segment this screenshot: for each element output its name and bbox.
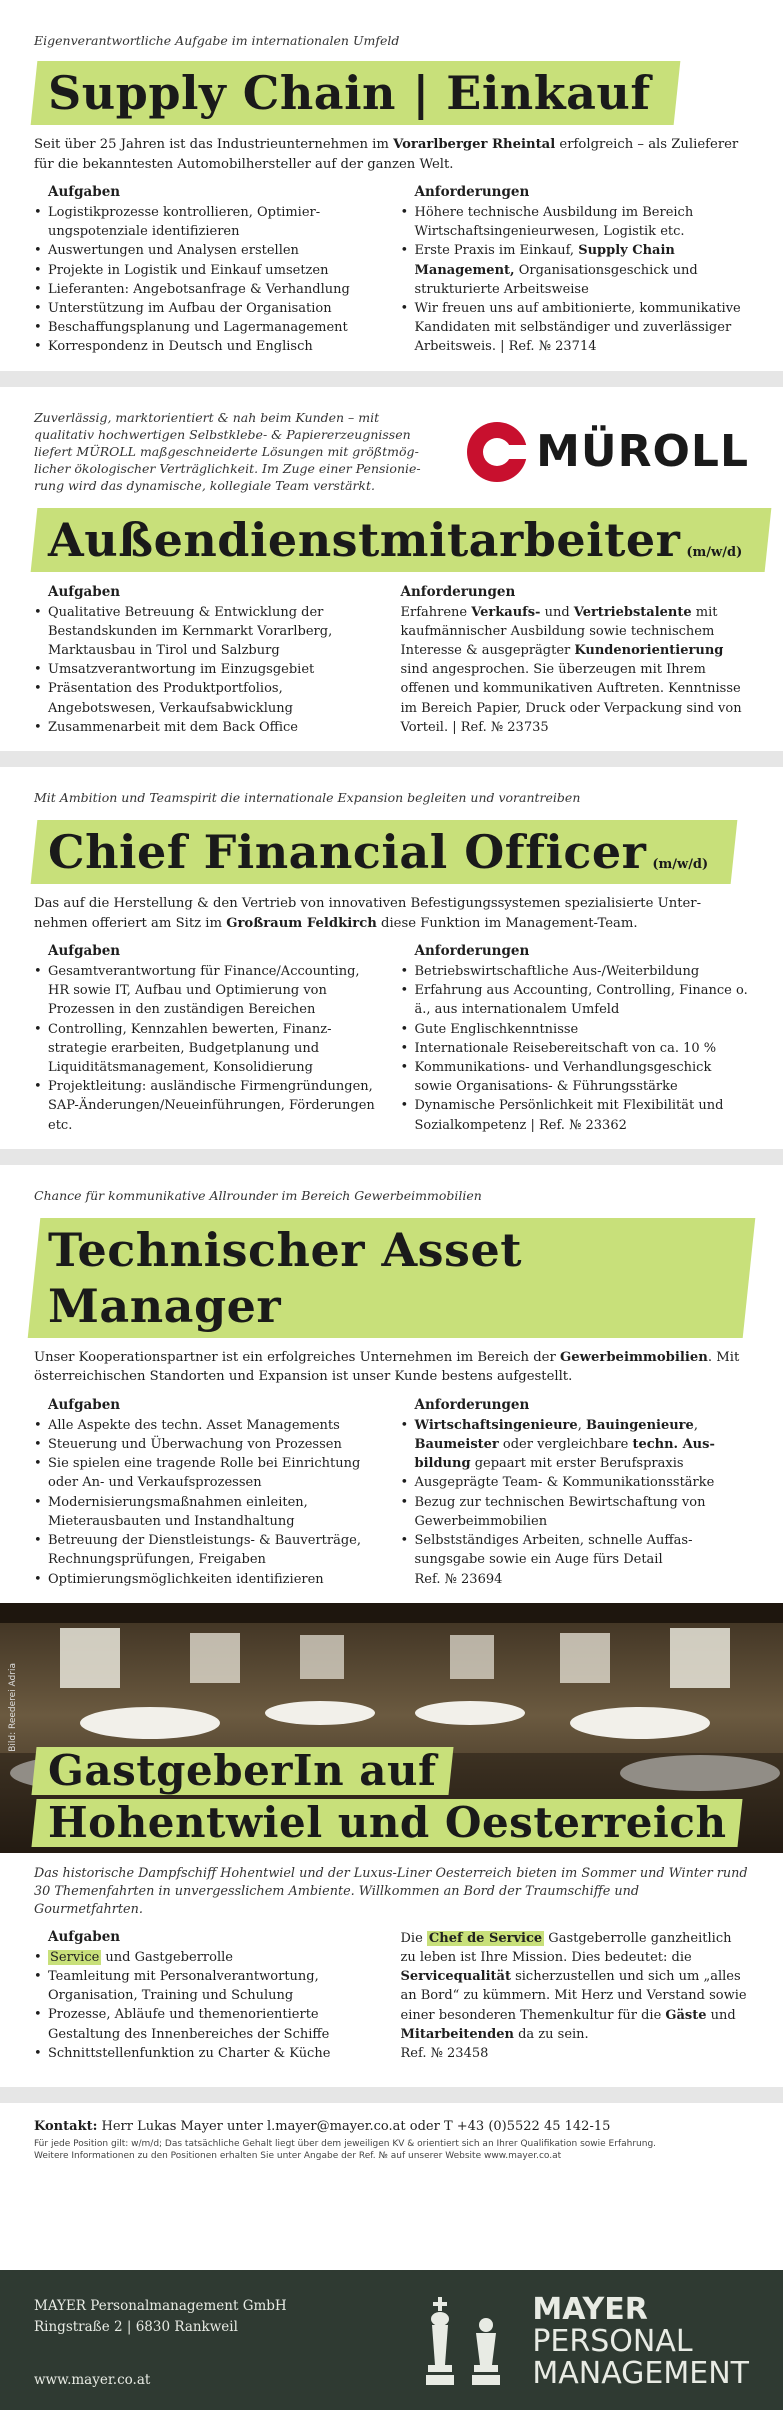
job-title: Technischer Asset Manager [48, 1222, 522, 1333]
tasks-column [34, 584, 383, 737]
job-tagline: Zuverlässig, marktorientiert & nah beim Kunden – mit qualitativ hochwertigen Selbstklebe- & Papiererzeugnissen liefert MÜROLL maßgeschneiderte Lösungen mit größtmöglicher ökologischer Verträglichkeit. Im Zuge einer Pensionierung wird das dynamische, kollegiale Team verstärkt. [34, 409, 421, 493]
requirements-column [401, 1929, 750, 2063]
muroll-logo [464, 419, 749, 485]
list-item: • Controlling, Kennzahlen bewerten, Finanzstrategie erarbeiten, Budgetplanung und Liquiditätsmanagement, Konsolidierung [34, 1020, 383, 1078]
requirements-column [401, 584, 750, 737]
job-columns [34, 584, 749, 737]
list-item: • Präsentation des Produktportfolios, Angebotswesen, Verkaufsabwicklung [34, 679, 383, 717]
job-title: Chief Financial Officer [48, 825, 647, 880]
list-item: • Auswertungen und Analysen erstellen [34, 241, 383, 260]
job-intro: Das auf die Herstellung & den Vertrieb von innovativen Befestigungssystemen spezialisierte Unternehmen offeriert am Sitz im Großraum Feldkirch diese Funktion im Management-Team. [34, 896, 702, 931]
requirements-heading: Anforderungen [414, 943, 530, 960]
tasks-list [34, 1948, 383, 2063]
tasks-list [34, 1416, 383, 1589]
requirements-column [401, 1397, 750, 1589]
list-item: • Unterstützung im Aufbau der Organisation [34, 299, 383, 318]
list-item: • Teamleitung mit Personalverantwortung, Organisation, Training und Schulung [34, 1967, 383, 2005]
ship-dining-photo [0, 1603, 783, 1853]
reference-number: Ref. № 23458 [400, 2045, 489, 2061]
job-title-line1: GastgeberIn auf [48, 1745, 437, 1795]
requirements-heading: Anforderungen [414, 1396, 530, 1413]
job-columns [34, 1397, 749, 1589]
list-item: • Alle Aspekte des techn. Asset Managements [34, 1416, 383, 1435]
list-item: • Qualitative Betreuung & Entwicklung der Bestandskunden im Kernmarkt Vorarlberg, Marktausbau in Tirol und Salzburg [34, 603, 383, 661]
tasks-column [34, 1397, 383, 1589]
tasks-list [34, 962, 383, 1135]
tasks-list [34, 603, 383, 737]
list-item: • Optimierungsmöglichkeiten identifizieren [34, 1570, 383, 1589]
job-title-band [28, 1218, 756, 1338]
list-item: • Zusammenarbeit mit dem Back Office [34, 718, 383, 737]
job-asset-manager [0, 1165, 783, 1603]
job-title: Supply Chain | Einkauf [48, 66, 651, 120]
job-title-band [31, 1747, 453, 1795]
tasks-heading: Aufgaben [48, 184, 121, 200]
list-item: • Logistikprozesse kontrollieren, Optimierungspotenziale identifizieren [34, 203, 383, 241]
job-cfo [0, 767, 783, 1149]
contact-line: Kontakt: Herr Lukas Mayer unter l.mayer@mayer.co.at oder T +43 (0)5522 45 142-15 [34, 2119, 611, 2135]
list-item: • Beschaffungsplanung und Lagermanagement [34, 318, 383, 337]
list-item: • Erfahrung aus Accounting, Controlling, Finance o. ä., aus internationalem Umfeld [401, 981, 750, 1019]
list-item: • Service und Gastgeberrolle [34, 1948, 383, 1967]
muroll-logo-icon [464, 419, 530, 485]
section-divider [0, 751, 783, 767]
job-gastgeber [0, 1853, 783, 2077]
list-item: • Wirtschaftsingenieure, Bauingenieure, Baumeister oder vergleichbare techn. Ausbildung gepaart mit erster Berufspraxis [401, 1416, 750, 1474]
section-divider [0, 2087, 783, 2103]
contact-section [0, 2103, 783, 2170]
muroll-logo-text: MÜROLL [536, 426, 749, 478]
footer [0, 2270, 783, 2410]
list-item: • Betriebswirtschaftliche Aus-/Weiterbildung [401, 962, 750, 981]
list-item: • Wir freuen uns auf ambitionierte, kommunikative Kandidaten mit selbständiger und zuverlässiger Arbeitsweis. | Ref. № 23714 [401, 299, 750, 357]
job-title-suffix: (m/w/d) [686, 544, 743, 560]
job-tagline: Chance für kommunikative Allrounder im Bereich Gewerbeimmobilien [34, 1187, 482, 1203]
tasks-column [34, 1929, 383, 2063]
job-header-row [34, 409, 749, 494]
tasks-list [34, 203, 383, 357]
tasks-heading: Aufgaben [48, 583, 121, 600]
job-columns [34, 943, 749, 1135]
list-item: • Prozesse, Abläufe und themenorientierte Gestaltung des Innenbereiches der Schiffe [34, 2005, 383, 2043]
list-item: • Steuerung und Überwachung von Prozessen [34, 1435, 383, 1454]
requirements-column [401, 943, 750, 1135]
company-name: MAYER Personalmanagement GmbH [34, 2298, 287, 2314]
requirements-text: Die Chef de Service Gastgeberrolle ganzheitlich zu leben ist Ihre Mission. Dies bedeutet: die Servicequalität sicherzustellen und sich um „alles an Bord“ zu kümmern. Mit Herz und Verstand sowie einer besonderen Themenkultur für die Gäste und Mitarbeitenden da zu sein. [400, 1930, 747, 2042]
requirements-list [401, 203, 750, 357]
tasks-column [34, 184, 383, 357]
mayer-logo-text: MAYER PERSONAL MANAGEMENT [532, 2292, 749, 2391]
list-item: • Projekte in Logistik und Einkauf umsetzen [34, 261, 383, 280]
list-item: • Erste Praxis im Einkauf, Supply Chain Management, Organisationsgeschick und strukturierte Arbeitsweise [401, 241, 750, 299]
job-intro: Das historische Dampfschiff Hohentwiel und der Luxus-Liner Oesterreich bieten im Sommer und Winter rund 30 Themenfahrten in unvergesslichem Ambiente. Willkommen an Bord der Traumschiffe und Gourmetfahrten. [34, 1865, 748, 1917]
job-columns [34, 1929, 749, 2063]
job-tagline: Mit Ambition und Teamspirit die internationale Expansion begleiten und vorantreiben [34, 790, 581, 806]
job-title: Außendienstmitarbeiter [48, 512, 681, 567]
job-supply-chain [0, 0, 783, 371]
reference-number: Ref. № 23694 [414, 1571, 503, 1587]
photo-credit: Bild: Reederei Adria [8, 1662, 18, 1752]
job-intro: Unser Kooperationspartner ist ein erfolgreiches Unternehmen im Bereich der Gewerbeimmobilien. Mit österreichischen Standorten und Expansion ist unser Kunde bestens aufgestellt. [34, 1349, 740, 1385]
job-title-band [31, 1799, 743, 1847]
list-item: • Korrespondenz in Deutsch und Englisch [34, 337, 383, 356]
list-item: • Höhere technische Ausbildung im Bereich Wirtschaftsingenieurwesen, Logistik etc. [401, 203, 750, 241]
fine-print: Für jede Position gilt: w/m/d; Das tatsächliche Gehalt liegt über dem jeweiligen KV & orientiert sich an Ihrer Qualifikation sowie Erfahrung. Weitere Informationen zu den Positionen erhalten Sie unter Angabe der Ref. № auf unserer Website www.mayer.co.at [34, 2139, 657, 2162]
job-title-band [31, 820, 738, 884]
job-tagline: Eigenverantwortliche Aufgabe im internationalen Umfeld [34, 33, 400, 48]
address-line: Ringstraße 2 | 6830 Rankweil [34, 2319, 238, 2335]
section-divider [0, 371, 783, 387]
requirements-heading: Anforderungen [400, 583, 516, 600]
tasks-heading: Aufgaben [48, 943, 121, 960]
job-title-suffix: (m/w/d) [652, 857, 709, 873]
requirements-list [401, 1416, 750, 1570]
list-item: • Schnittstellenfunktion zu Charter & Küche [34, 2044, 383, 2063]
mayer-logo [424, 2294, 749, 2390]
list-item: • Internationale Reisebereitschaft von ca. 10 % [401, 1039, 750, 1058]
job-title-band [31, 508, 772, 572]
job-title-line2: Hohentwiel und Oesterreich [48, 1797, 727, 1847]
chess-pieces-icon [424, 2295, 514, 2390]
job-title-block [34, 1747, 740, 1847]
list-item: • Kommunikations- und Verhandlungsgeschick sowie Organisations- & Führungsstärke [401, 1058, 750, 1096]
requirements-list [401, 962, 750, 1135]
job-intro: Seit über 25 Jahren ist das Industrieunternehmen im Vorarlberger Rheintal erfolgreich – als Zulieferer für die bekanntesten Automobilhersteller auf der ganzen Welt. [34, 137, 739, 172]
website-link[interactable]: www.mayer.co.at [34, 2372, 151, 2388]
tasks-heading: Aufgaben [48, 1396, 121, 1413]
list-item: • Betreuung der Dienstleistungs- & Bauverträge, Rechnungsprüfungen, Freigaben [34, 1531, 383, 1569]
requirements-column [401, 184, 750, 357]
list-item: • Gute Englischkenntnisse [401, 1020, 750, 1039]
tasks-heading: Aufgaben [48, 1928, 121, 1945]
requirements-heading: Anforderungen [414, 184, 530, 200]
list-item: • Selbstständiges Arbeiten, schnelle Auffassungsgabe sowie ein Auge fürs Detail [401, 1531, 750, 1569]
section-divider [0, 1149, 783, 1165]
job-aussendienst [0, 387, 783, 751]
job-columns [34, 184, 749, 357]
list-item: • Umsatzverantwortung im Einzugsgebiet [34, 660, 383, 679]
list-item: • Bezug zur technischen Bewirtschaftung von Gewerbeimmobilien [401, 1493, 750, 1531]
list-item: • Lieferanten: Angebotsanfrage & Verhandlung [34, 280, 383, 299]
list-item: • Dynamische Persönlichkeit mit Flexibilität und Sozialkompetenz | Ref. № 23362 [401, 1096, 750, 1134]
list-item: • Projektleitung: ausländische Firmengründungen, SAP-Änderungen/Neueinführungen, Förderungen etc. [34, 1077, 383, 1135]
job-title-band [31, 61, 680, 125]
requirements-text: Erfahrene Verkaufs- und Vertriebstalente mit kaufmännischer Ausbildung sowie technischem Interesse & ausgeprägter Kundenorientierung sind angesprochen. Sie überzeugen mit Ihrem offenen und kommunikativen Auftreten. Kenntnisse im Bereich Papier, Druck oder Verpackung sind von Vorteil. | Ref. № 23735 [400, 604, 742, 735]
list-item: • Sie spielen eine tragende Rolle bei Einrichtung oder An- und Verkaufsprozessen [34, 1454, 383, 1492]
tasks-column [34, 943, 383, 1135]
list-item: • Gesamtverantwortung für Finance/Accounting, HR sowie IT, Aufbau und Optimierung von Prozessen in den zuständigen Bereichen [34, 962, 383, 1020]
list-item: • Modernisierungsmaßnahmen einleiten, Mieterausbauten und Instandhaltung [34, 1493, 383, 1531]
list-item: • Ausgeprägte Team- & Kommunikationsstärke [401, 1473, 750, 1492]
